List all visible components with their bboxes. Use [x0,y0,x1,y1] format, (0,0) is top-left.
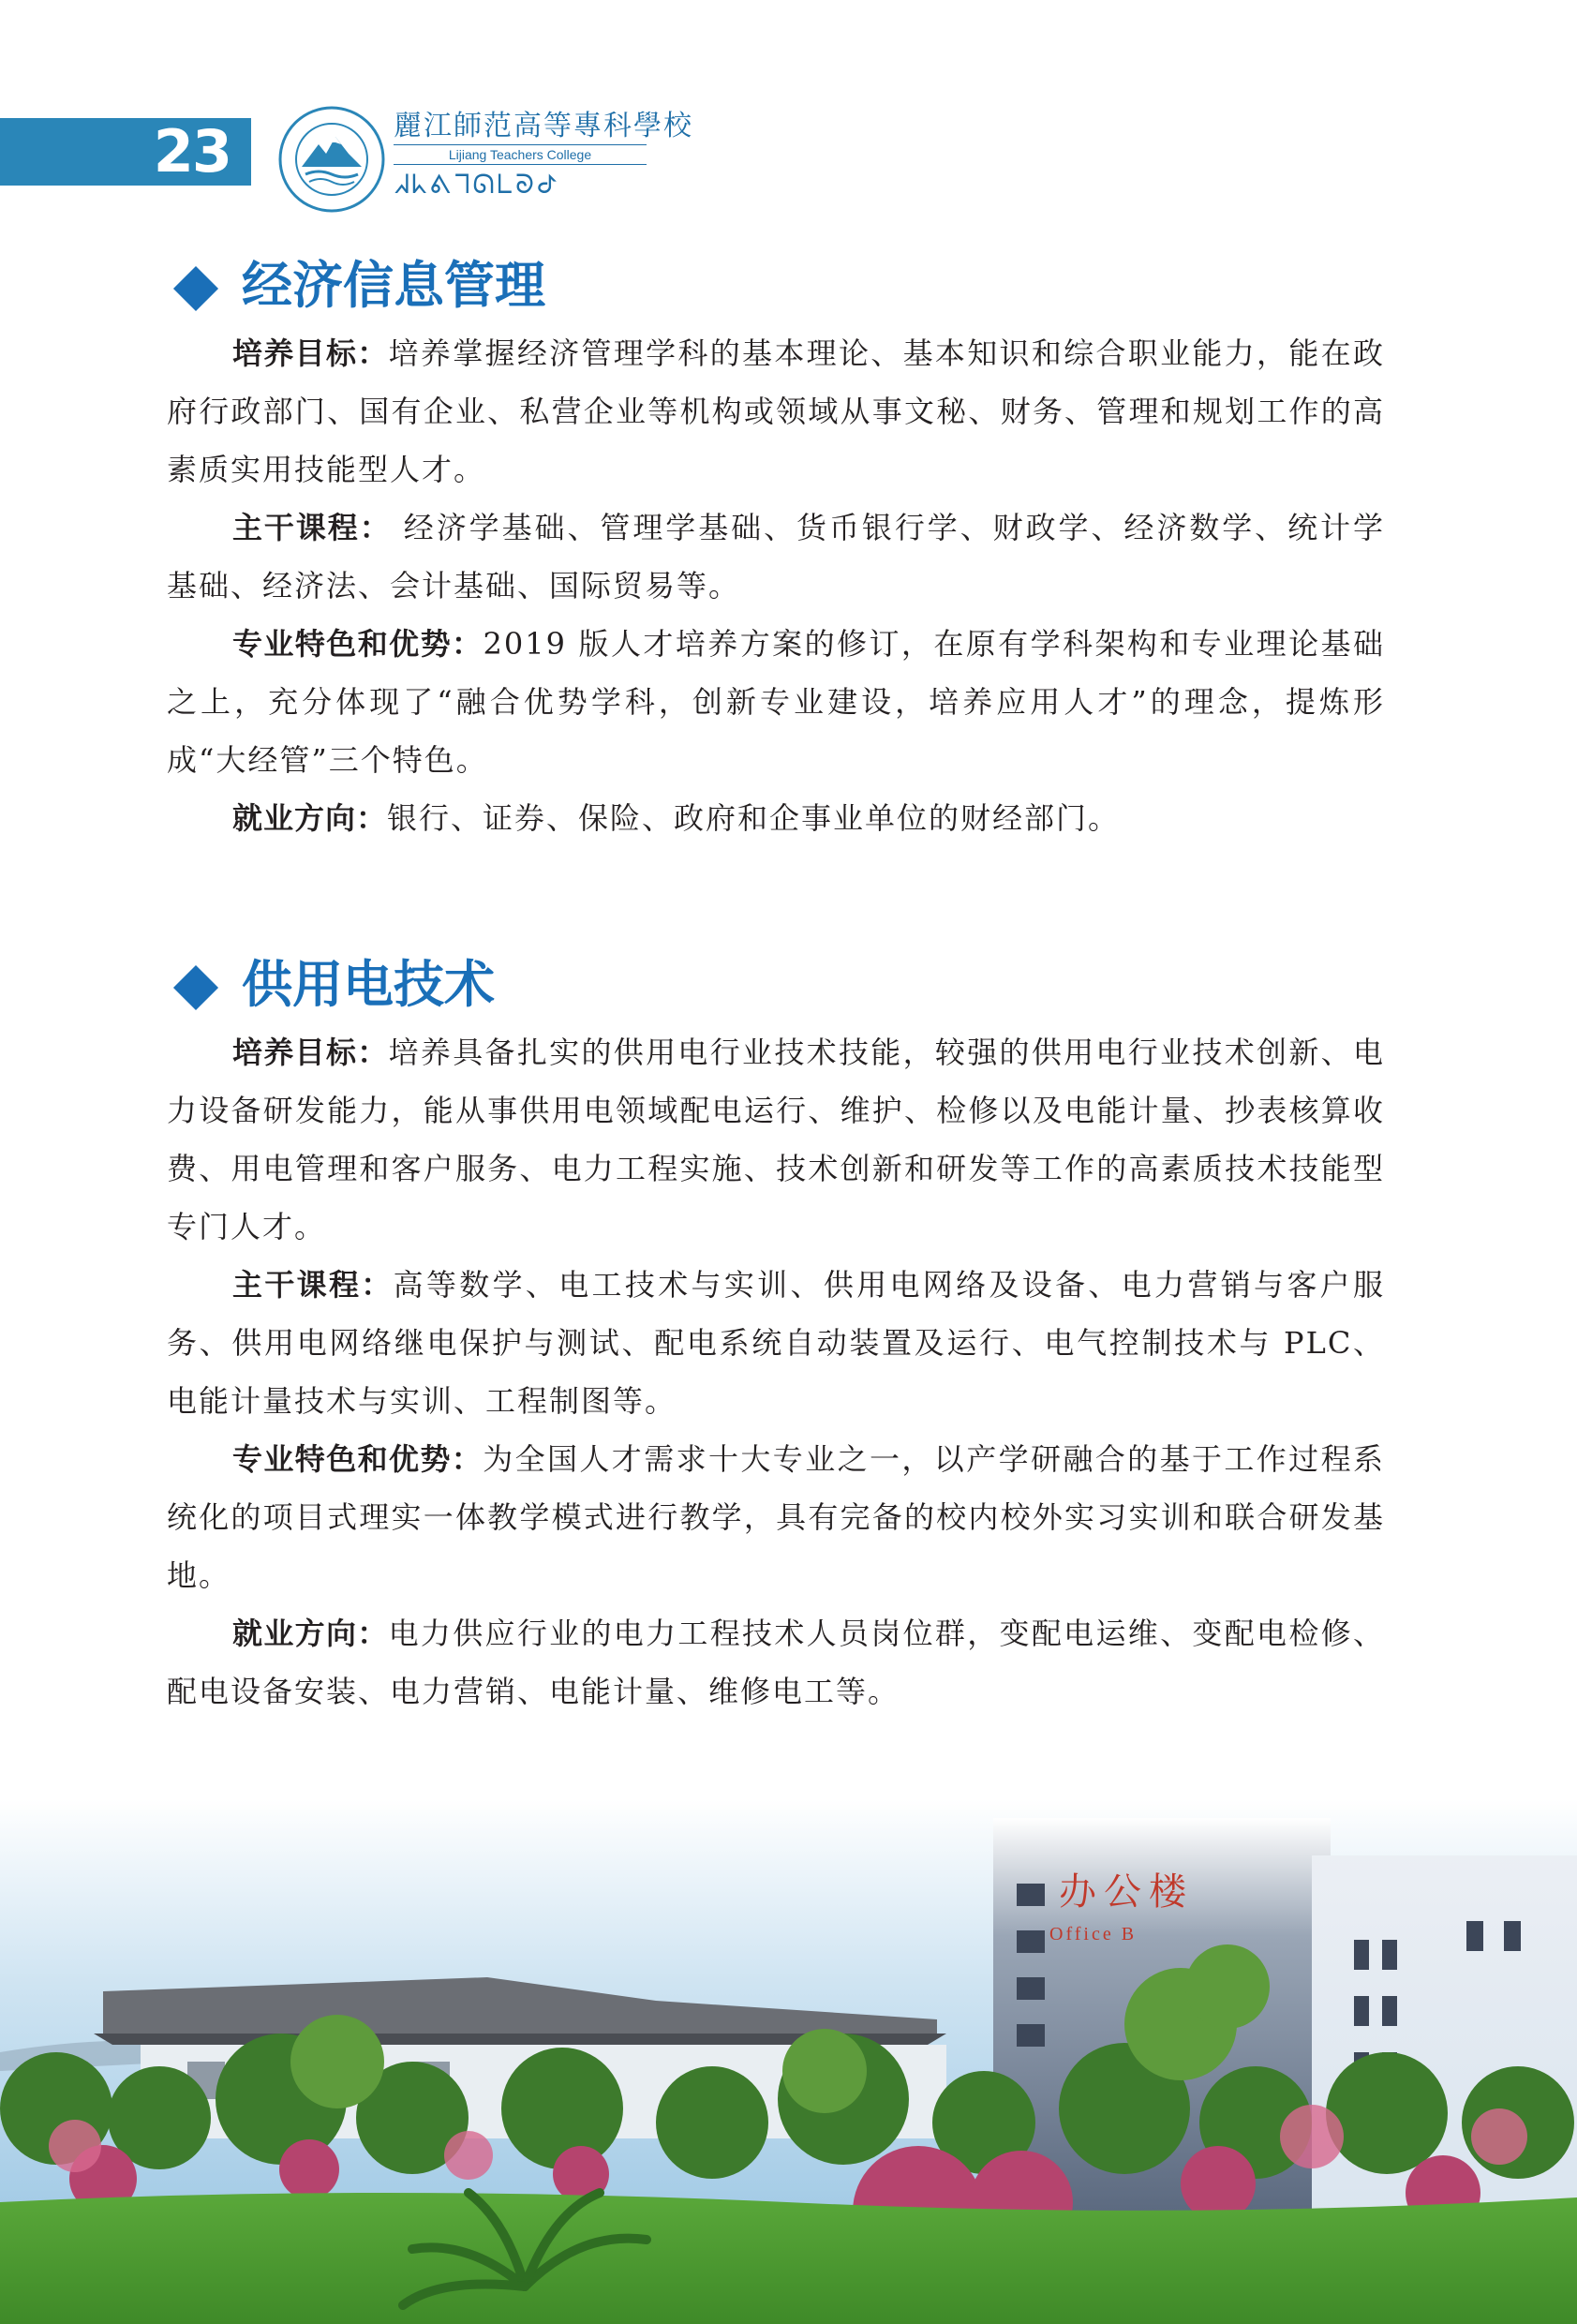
paragraph-main-courses [167,499,1385,615]
paragraph-text: 培养掌握经济管理学科的基本理论、基本知识和综合职业能力，能在政府行政部门、国有企业、私营企业等机构或领域从事文秘、财务、管理和规划工作的高素质实用技能型人才。 [167,335,1385,487]
paragraph-label: 培养目标： [232,1035,389,1070]
section-economic-info-management [167,253,1385,847]
paragraph-text: 高等数学、电工技术与实训、供用电网络及设备、电力营销与客户服务、供用电网络继电保护与测试、配电系统自动装置及运行、电气控制技术与 PLC、电能计量技术与实训、工程制图等。 [167,1267,1385,1419]
diamond-bullet-icon [173,266,218,311]
college-name-en: Lijiang Teachers College [394,144,647,165]
paragraph-features [167,1430,1385,1604]
section-title [182,253,1385,319]
paragraph-label: 主干课程： [232,1267,394,1303]
paragraph-text: 银行、证券、保险、政府和企事业单位的财经部门。 [387,800,1121,836]
paragraph-text: 为全国人才需求十大专业之一，以产学研融合的基于工作过程系统化的项目式理实一体教学模式进行教学，具有完备的校内校外实习实训和联合研发基地。 [167,1441,1385,1593]
college-logo [277,105,386,214]
building-sign-cn: 办公楼 [1059,1870,1194,1914]
paragraph-text: 经济学基础、管理学基础、货币银行学、财政学、经济数学、统计学基础、经济法、会计基础、国际贸易等。 [167,510,1385,603]
paragraph-employment [167,1604,1385,1721]
paragraph-features [167,615,1385,789]
diamond-bullet-icon [173,965,218,1010]
paragraph-training-goal [167,1023,1385,1256]
paragraph-label: 就业方向： [232,800,388,836]
paragraph-label: 专业特色和优势： [232,1441,484,1477]
section-power-supply-technology [167,952,1385,1721]
paragraph-label: 主干课程： [232,510,392,545]
college-name-dongba: ᖽᖾᕕᒣᘏᒪᘐᕷ [394,169,561,200]
paragraph-text: 培养具备扎实的供用电行业技术技能，较强的供用电行业技术创新、电力设备研发能力，能从事供用电领域配电运行、维护、检修以及电能计量、抄表核算收费、用电管理和客户服务、电力工程实施、技术创新和研发等工作的高素质技术技能型专门人才。 [167,1035,1385,1244]
paragraph-label: 就业方向： [232,1616,389,1651]
page-number-tab [0,118,251,186]
section-title [182,952,1385,1018]
paragraph-text: 电力供应行业的电力工程技术人员岗位群，变配电运维、变配电检修、配电设备安装、电力营销、电能计量、维修电工等。 [167,1616,1385,1709]
paragraph-label: 专业特色和优势： [232,626,484,662]
building-sign-en: Office B [1049,1924,1138,1944]
campus-photo [0,1799,1577,2324]
paragraph-employment [167,789,1385,847]
paragraph-text: 2019 版人才培养方案的修订，在原有学科架构和专业理论基础之上，充分体现了“融合优势学科，创新专业建设，培养应用人才”的理念，提炼形成“大经管”三个特色。 [167,626,1385,778]
paragraph-label: 培养目标： [232,335,389,371]
section-title-text: 经济信息管理 [242,256,545,315]
college-name-cn: 麗江師范高等專科學校 [394,110,693,142]
section-title-text: 供用电技术 [242,955,495,1014]
paragraph-training-goal [167,324,1385,499]
college-name-block [394,110,693,201]
page-number: 23 [153,117,231,186]
paragraph-main-courses [167,1256,1385,1430]
